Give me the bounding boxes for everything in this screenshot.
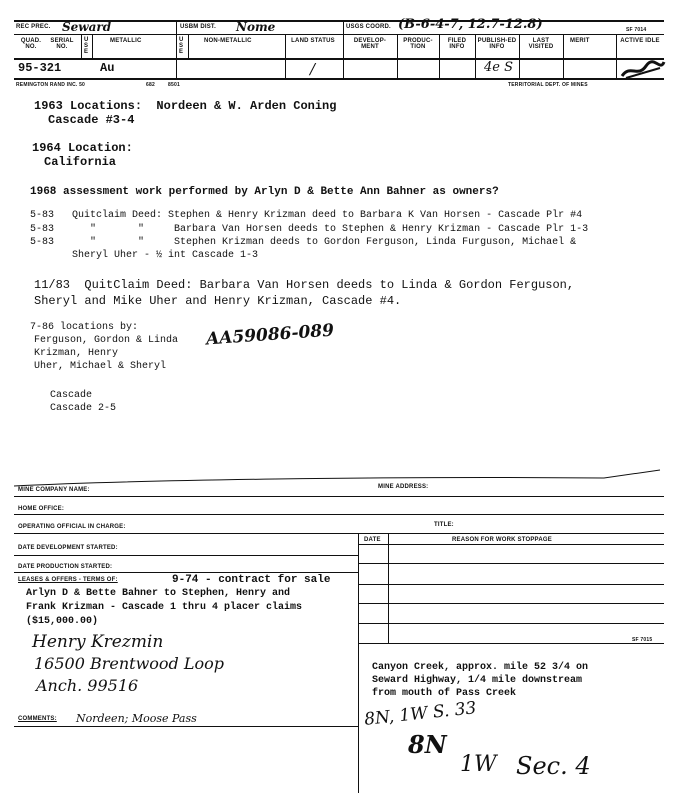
col-published-info: PUBLISH-ED INFO xyxy=(477,38,517,50)
handwritten-name: Henry Krezmin xyxy=(32,632,164,652)
deed-text-3: " " Stephen Krizman deeds to Gordon Ferguson, Linda Furguson, Michael & xyxy=(72,237,577,248)
mine-company-label: MINE COMPANY NAME: xyxy=(18,487,90,493)
col-merit: MERIT xyxy=(570,38,590,44)
locations-1986-line-3: Uher, Michael & Sheryl xyxy=(34,361,167,372)
form-number: SF 7014 xyxy=(626,27,647,33)
handwritten-address: 16500 Brentwood Loop xyxy=(34,654,225,673)
handwritten-township-1: 8N, 1W S. 33 xyxy=(363,698,478,730)
col-land-status: LAND STATUS xyxy=(291,38,335,44)
deed-date-2: 5-83 xyxy=(30,224,55,235)
mine-address-label: MINE ADDRESS: xyxy=(378,484,429,490)
quitclaim-1183-line-2: Sheryl and Mike Uher and Henry Krizman, Cascade #4. xyxy=(34,294,402,308)
operating-official-label: OPERATING OFFICIAL IN CHARGE: xyxy=(18,524,126,530)
scribble-mark xyxy=(620,58,666,80)
col-serial: SERIAL NO. xyxy=(50,38,74,50)
col-production: PRODUC-TION xyxy=(403,38,433,50)
usbm-dist-value: Nome xyxy=(236,20,276,34)
printer-code: 682 xyxy=(146,82,155,88)
leases-value: 9-74 - contract for sale xyxy=(172,574,331,586)
location-1964-title: 1964 Location: xyxy=(32,141,133,155)
quad-serial-value: 95-321 xyxy=(18,61,62,75)
locations-1986-line-2: Krizman, Henry xyxy=(34,348,119,359)
usbm-dist-label: USBM DIST. xyxy=(180,24,217,30)
comments-value: Nordeen; Moose Pass xyxy=(76,712,197,725)
printer-code-2: 8501 xyxy=(168,82,180,88)
leases-line-3: ($15,000.00) xyxy=(26,616,99,627)
col-active-idle: ACTIVE IDLE xyxy=(620,38,660,44)
locations-1963-title: 1963 Locations: Nordeen & W. Arden Coning xyxy=(34,99,337,113)
handwritten-range: 1W xyxy=(460,752,497,777)
aa-number-handwritten: AA59086-089 xyxy=(205,320,335,350)
home-office-label: HOME OFFICE: xyxy=(18,506,65,512)
hand-line xyxy=(14,466,664,488)
deed-date-1: 5-83 xyxy=(30,210,55,221)
col-use-nonmetallic: U S E xyxy=(179,37,184,55)
date-development-label: DATE DEVELOPMENT STARTED: xyxy=(18,545,118,551)
col-filed-info: FILED INFO xyxy=(447,38,467,50)
leases-line-2: Frank Krizman - Cascade 1 thru 4 placer claims xyxy=(26,602,303,613)
handwritten-city: Anch. 99516 xyxy=(36,676,139,695)
deed-continuation: Sheryl Uher - ½ int Cascade 1-3 xyxy=(72,250,259,261)
land-status-mark: / xyxy=(310,60,316,78)
date-production-label: DATE PRODUCTION STARTED: xyxy=(18,564,113,570)
assessment-note: 1968 assessment work performed by Arlyn D & Bette Ann Bahner as owners? xyxy=(30,186,499,198)
deed-date-3: 5-83 xyxy=(30,237,55,248)
usgs-coord-value: (B-6-4-7, 12.7-12.8) xyxy=(398,17,543,32)
quitclaim-1183-line-1: 11/83 QuitClaim Deed: Barbara Van Horsen deeds to Linda & Gordon Ferguson, xyxy=(34,278,575,292)
deed-text-2: " " Barbara Van Horsen deeds to Stephen & Henry Krizman - Cascade Plr 1-3 xyxy=(72,224,589,235)
locations-1986-title: 7-86 locations by: xyxy=(30,322,139,333)
col-non-metallic: NON-METALLIC xyxy=(204,38,252,44)
location-line-1: Canyon Creek, approx. mile 52 3/4 on xyxy=(372,662,589,673)
territorial-label: TERRITORIAL DEPT. OF MINES xyxy=(508,82,588,88)
form-number-2: SF 7015 xyxy=(632,637,653,643)
date-column-header: DATE xyxy=(364,537,381,543)
col-quad: QUAD. NO. xyxy=(20,38,42,50)
published-info-value: 4e S xyxy=(484,60,514,75)
handwritten-section: Sec. 4 xyxy=(516,752,591,780)
leases-line-1: Arlyn D & Bette Bahner to Stephen, Henry and xyxy=(26,588,291,599)
metallic-value: Au xyxy=(100,61,115,75)
cascade-line-2: Cascade 2-5 xyxy=(50,403,117,414)
locations-1963-sub: Cascade #3-4 xyxy=(48,113,135,127)
deed-text-1: Quitclaim Deed: Stephen & Henry Krizman deed to Barbara K Van Horsen - Cascade Plr #4 xyxy=(72,210,583,221)
reason-column-header: REASON FOR WORK STOPPAGE xyxy=(452,537,552,543)
rec-prec-value: Seward xyxy=(62,20,112,34)
printer-note: REMINGTON RAND INC. 50 xyxy=(16,82,86,88)
location-line-3: from mouth of Pass Creek xyxy=(372,688,517,699)
usgs-coord-label: USGS COORD. xyxy=(346,24,391,30)
col-last-visited: LAST VISITED xyxy=(528,38,554,50)
locations-1986-line-1: Ferguson, Gordon & Linda xyxy=(34,335,179,346)
col-development: DEVELOP-MENT xyxy=(353,38,387,50)
location-1964-sub: California xyxy=(44,155,117,169)
cascade-line-1: Cascade xyxy=(50,390,93,401)
handwritten-township-2: 8N xyxy=(408,730,447,759)
leases-label: LEASES & OFFERS - TERMS OF: xyxy=(18,577,118,583)
location-line-2: Seward Highway, 1/4 mile downstream xyxy=(372,675,583,686)
title-label: TITLE: xyxy=(434,522,454,528)
col-metallic: METALLIC xyxy=(110,38,142,44)
comments-label: COMMENTS: xyxy=(18,716,57,722)
col-use-metallic: U S E xyxy=(84,37,89,55)
rec-prec-label: REC PREC. xyxy=(16,24,51,30)
